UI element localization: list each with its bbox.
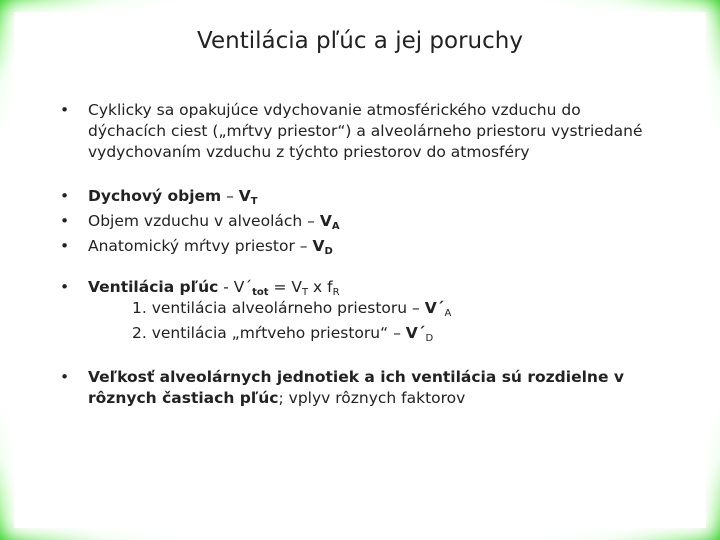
definition-text: Cyklicky sa opakujúce vdychovanie atmosférického vzduchu do dýchacích ciest („mŕtvy priestor“) a alveolárneho priestoru vystriedané vydychovaním vzduchu z týchto priestorov do atmosféry xyxy=(88,101,643,161)
bullet-dead-space xyxy=(60,236,660,257)
ventilation-equals: = V xyxy=(268,278,302,296)
item-alveolar-dash: – xyxy=(407,299,425,317)
bullet-dot: • xyxy=(60,237,70,255)
dead-space-subscript: D xyxy=(324,246,333,257)
bullet-dot: • xyxy=(60,212,70,230)
tidal-volume-symbol: V xyxy=(238,187,251,205)
tidal-volume-label: Dychový objem xyxy=(88,187,222,205)
bullet-definition xyxy=(60,100,660,163)
tidal-volume-dash: – xyxy=(221,187,239,205)
item-dead-space-text: 2. ventilácia „mŕtveho priestoru“ xyxy=(132,324,389,342)
alveolar-volume-symbol: V xyxy=(319,212,332,230)
dead-space-label: Anatomický mŕtvy priestor xyxy=(88,237,295,255)
tidal-volume-subscript: T xyxy=(250,196,258,207)
item-alveolar-subscript: A xyxy=(444,308,452,319)
bullet-alveolar-units xyxy=(60,367,660,409)
alveolar-volume-label: Objem vzduchu v alveolách xyxy=(88,212,303,230)
ventilation-times: x f xyxy=(308,278,333,296)
alveolar-units-rest: ; vplyv rôznych faktorov xyxy=(278,389,466,407)
ventilation-item-alveolar xyxy=(60,298,660,319)
ventilation-symbol: V´ xyxy=(233,278,253,296)
item-dead-space-symbol: V´ xyxy=(405,324,426,342)
dead-space-dash: – xyxy=(294,237,313,255)
bullet-dot: • xyxy=(60,187,70,205)
bullet-dot: • xyxy=(60,278,70,296)
slide-title: Ventilácia pľúc a jej poruchy xyxy=(197,28,523,54)
bullet-tidal-volume xyxy=(60,186,660,207)
ventilation-item-dead-space xyxy=(60,323,660,344)
alveolar-volume-dash: – xyxy=(302,212,320,230)
alveolar-units-bold: Veľkosť alveolárnych jednotiek a ich ventilácia sú rozdielne v rôznych častiach pľúc xyxy=(88,368,624,407)
ventilation-label: Ventilácia pľúc xyxy=(88,278,219,296)
slide-content xyxy=(60,100,660,409)
bullet-dot: • xyxy=(60,101,70,119)
ventilation-sep: - xyxy=(218,278,234,296)
bullet-alveolar-volume xyxy=(60,211,660,232)
ventilation-eq-subscript: T xyxy=(302,287,309,298)
item-dead-space-subscript: D xyxy=(425,333,434,344)
bullet-ventilation xyxy=(60,277,660,298)
dead-space-symbol: V xyxy=(312,237,325,255)
item-alveolar-text: 1. ventilácia alveolárneho priestoru xyxy=(132,299,408,317)
ventilation-freq-subscript: R xyxy=(332,287,340,298)
item-dead-space-dash: – xyxy=(388,324,406,342)
item-alveolar-symbol: V´ xyxy=(424,299,445,317)
alveolar-volume-subscript: A xyxy=(331,221,340,232)
ventilation-subscript: tot xyxy=(252,287,269,298)
bullet-dot: • xyxy=(60,368,70,386)
